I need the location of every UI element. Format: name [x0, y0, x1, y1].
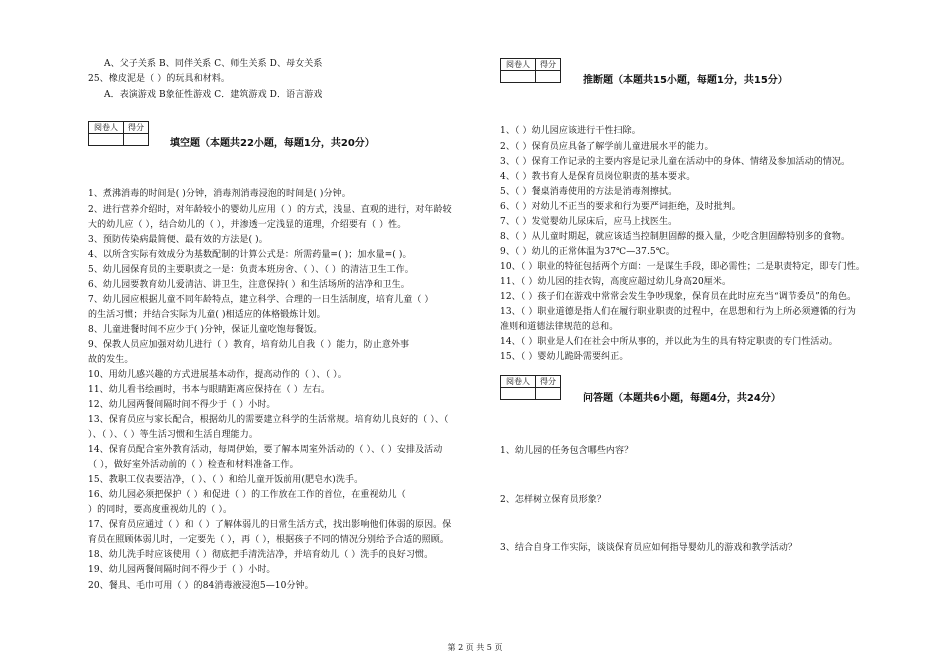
fill-line: ）、（ ）、（ ）等生活习惯和生活自理能力。: [88, 430, 258, 440]
judge-line: 8、（ ）从儿童时期起，就应该适当控制胆固醇的摄入量，少吃含胆固醇特别多的食物。: [500, 232, 851, 242]
fill-line: 4、以所含实际有效成分为基数配制的计算公式是：所需药量=( )；加水量=( )。: [88, 250, 412, 260]
reviewer-label: 阅卷人: [501, 376, 536, 388]
reviewer-cell[interactable]: [89, 134, 124, 146]
fill-line: 大的幼儿应（ ），结合幼儿的（ ），并渗透一定浅显的道理，介绍要有（ ）性。: [88, 220, 407, 230]
fill-line: 7、幼儿园应根据儿童不同年龄特点，建立科学、合理的一日生活制度，培育儿童（ ）: [88, 295, 434, 305]
judge-line: 7、（ ）发觉婴幼儿尿床后，应马上找医生。: [500, 217, 678, 227]
section-title-judge: 推断题（本题共15小题，每题1分，共15分）: [583, 75, 788, 86]
score-label: 得分: [536, 59, 561, 71]
fill-line: 10、用幼儿感兴趣的方式进展基本动作，提高动作的（ ）、（ ）。: [88, 370, 347, 380]
judge-line: 9、（ ）幼儿的正常体温为37℃—37.5℃。: [500, 247, 676, 257]
judge-line: 1、（ ）幼儿园应该进行干性扫除。: [500, 126, 641, 136]
score-box-fill: [88, 121, 149, 146]
q25-options: A．表演游戏 B象征性游戏 C．建筑游戏 D．语言游戏: [104, 90, 323, 100]
judge-line: 12、（ ）孩子们在游戏中常常会发生争吵现象，保育员在此时应充当“调节委员”的角色。: [500, 292, 857, 302]
judge-line: 15、（ ）婴幼儿跪卧需要纠正。: [500, 352, 629, 362]
fill-line: 20、餐具、毛巾可用（ ）的84消毒液浸泡5—10分钟。: [88, 581, 314, 591]
judge-line: 2、（ ）保育员应具备了解学前儿童进展水平的能力。: [500, 142, 714, 152]
fill-line: 17、保育员应通过（ ）和（ ）了解体弱儿的日常生活方式，找出影响他们体弱的原因。保: [88, 520, 452, 530]
score-label: 得分: [124, 122, 149, 134]
fill-line: ）的同时，要高度重视幼儿的（ ）。: [88, 505, 233, 515]
judge-line: 11、（ ）幼儿园的挂衣钩，高度应超过幼儿身高20厘米。: [500, 277, 732, 287]
fill-line: （ ），做好室外活动前的（ ）检查和材料准备工作。: [88, 460, 299, 470]
qa-question: 2、怎样树立保育员形象？: [500, 495, 606, 505]
q24-options: A、父子关系 B、同伴关系 C、师生关系 D、母女关系: [104, 59, 323, 69]
fill-line: 育员在照顾体弱儿时，一定要先（ ），再（ ），根据孩子不同的情况分别给予合适的照顾。: [88, 535, 449, 545]
section-title-fill: 填空题（本题共22小题，每题1分，共20分）: [170, 138, 375, 149]
fill-line: 5、幼儿园保育员的主要职责之一是：负责本班房舍、（ ）、（ ）的清洁卫生工作。: [88, 265, 414, 275]
judge-line: 13、（ ）职业道德是指人们在履行职业职责的过程中，在思想和行为上所必须遵循的行为: [500, 307, 856, 317]
fill-line: 19、幼儿园两餐间隔时间不得少于（ ）小时。: [88, 565, 276, 575]
fill-line: 13、保育员应与家长配合，根据幼儿的需要建立科学的生活常规。培育幼儿良好的（ ）、（: [88, 415, 449, 425]
judge-line: 10、（ ）职业的特征包括两个方面：一是谋生手段，即必需性；二是职责特定，即专门性。: [500, 262, 866, 272]
score-box-judge: [500, 58, 561, 83]
fill-line: 18、幼儿洗手时应该使用（ ）彻底把手清洗洁净，并培育幼儿（ ）洗手的良好习惯。: [88, 550, 434, 560]
fill-line: 14、保育员配合室外教育活动，每周伊始，要了解本周室外活动的（ ）、（ ）安排及活动: [88, 445, 443, 455]
qa-question: 1、幼儿园的任务包含哪些内容？: [500, 446, 634, 456]
judge-line: 4、（ ）教书育人是保育员岗位职责的基本要求。: [500, 172, 696, 182]
score-cell[interactable]: [536, 71, 561, 83]
fill-line: 的生活习惯；并结合实际为儿童( )相适应的体格锻炼计划。: [88, 310, 326, 320]
fill-line: 16、幼儿园必须把保护（ ）和促进（ ）的工作放在工作的首位，在重视幼儿（: [88, 490, 406, 500]
page-footer: 第 2 页 共 5 页: [447, 643, 503, 652]
reviewer-cell[interactable]: [501, 388, 536, 400]
section-title-qa: 问答题（本题共6小题，每题4分，共24分）: [583, 393, 781, 404]
fill-line: 1、煮沸消毒的时间是( )分钟，消毒剂消毒浸泡的时间是( )分钟。: [88, 189, 351, 199]
fill-line: 15、教职工仪表要洁净，（ ）、（ ）和给儿童开饭前用(肥皂水)洗手。: [88, 475, 364, 485]
qa-question: 3、结合自身工作实际，谈谈保育员应如何指导婴幼儿的游戏和教学活动？: [500, 543, 798, 553]
judge-line: 14、（ ）职业是人们在社会中所从事的，并以此为生的具有特定职责的专门性活动。: [500, 337, 838, 347]
fill-line: 6、幼儿园要教育幼儿爱清洁、讲卫生，注意保持( ）和生活场所的洁净和卫生。: [88, 280, 410, 290]
score-cell[interactable]: [536, 388, 561, 400]
q25-question: 25、橡皮泥是（ ）的玩具和材料。: [88, 74, 231, 84]
fill-line: 9、保教人员应加强对幼儿进行（ ）教育，培育幼儿自我（ ）能力，防止意外事: [88, 340, 410, 350]
fill-line: 8、儿童进餐时间不应少于( )分钟，保证儿童吃饱每餐饭。: [88, 325, 323, 335]
judge-line: 准则和道德法律规范的总和。: [500, 322, 619, 332]
judge-line: 3、（ ）保育工作记录的主要内容是记录儿童在活动中的身体、情绪及参加活动的情况。: [500, 157, 851, 167]
score-label: 得分: [536, 376, 561, 388]
fill-line: 2、进行营养介绍时，对年龄较小的婴幼儿应用（ ）的方式，浅显、直观的进行，对年龄较: [88, 205, 452, 215]
judge-line: 5、（ ）餐桌消毒使用的方法是消毒剂擦拭。: [500, 187, 678, 197]
fill-line: 12、幼儿园两餐间隔时间不得少于（ ）小时。: [88, 400, 276, 410]
reviewer-label: 阅卷人: [89, 122, 124, 134]
judge-line: 6、（ ）对幼儿不正当的要求和行为要严词拒绝，及时批判。: [500, 202, 741, 212]
score-cell[interactable]: [124, 134, 149, 146]
reviewer-cell[interactable]: [501, 71, 536, 83]
fill-line: 故的发生。: [88, 355, 134, 365]
reviewer-label: 阅卷人: [501, 59, 536, 71]
fill-line: 3、预防传染病最简便、最有效的方法是( )。: [88, 235, 268, 245]
score-box-qa: [500, 375, 561, 400]
fill-line: 11、幼儿看书绘画时，书本与眼睛距离应保持在（ ）左右。: [88, 385, 331, 395]
